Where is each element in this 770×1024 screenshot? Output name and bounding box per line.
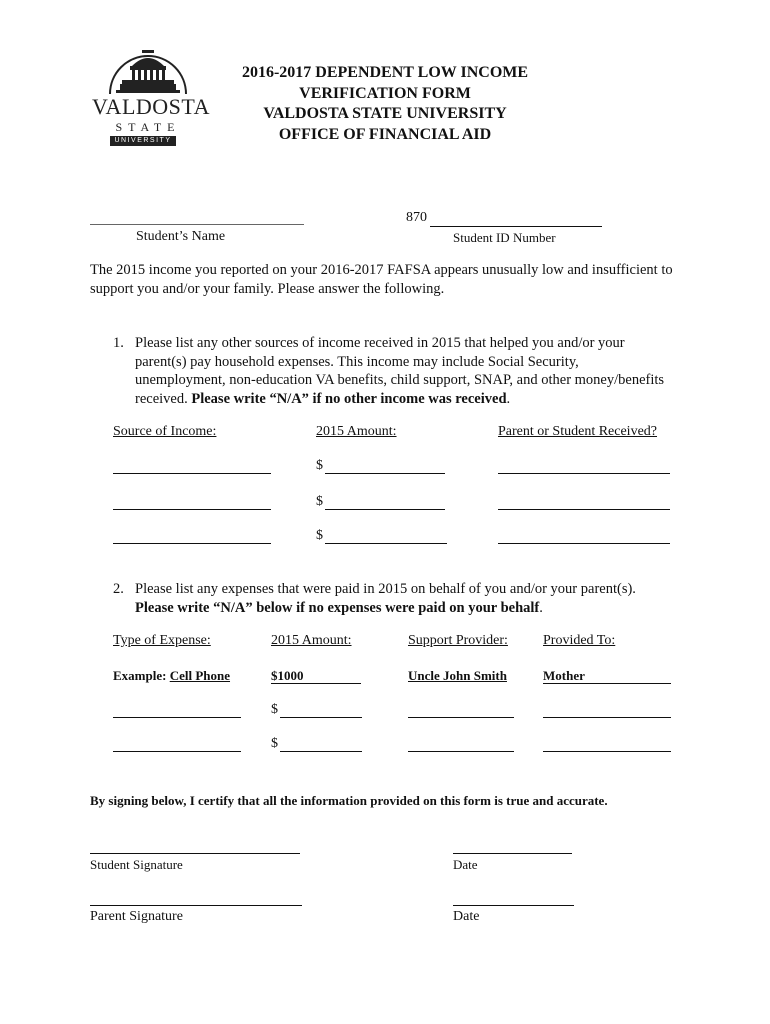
q2-example-provided-to-line bbox=[543, 683, 671, 684]
certification-statement: By signing below, I certify that all the information provided on this form is true and accurate. bbox=[90, 793, 608, 808]
student-signature-field[interactable] bbox=[90, 853, 300, 854]
q2-header-provided-to: Provided To: bbox=[543, 633, 616, 648]
question-2-text bbox=[135, 580, 675, 617]
q2-example-provider: Uncle John Smith bbox=[408, 668, 507, 683]
title-line-2: VERIFICATION FORM bbox=[299, 84, 471, 102]
q1-row1-received-field[interactable] bbox=[498, 473, 670, 474]
q2-row2-provided-to-field[interactable] bbox=[543, 751, 671, 752]
q2-example-label: Example: bbox=[113, 668, 167, 683]
question-2-instruction: Please write “N/A” below if no expenses were paid on your behalf bbox=[135, 599, 540, 616]
student-id-prefix: 870 bbox=[406, 210, 427, 225]
q2-row1-amount-field[interactable] bbox=[280, 717, 362, 718]
q2-row2-provider-field[interactable] bbox=[408, 751, 514, 752]
q1-row2-dollar: $ bbox=[316, 494, 323, 509]
question-1-period: . bbox=[506, 390, 511, 407]
q2-row2-dollar: $ bbox=[271, 736, 278, 751]
q1-header-received: Parent or Student Received? bbox=[498, 424, 658, 439]
q1-row2-source-field[interactable] bbox=[113, 509, 271, 510]
question-2-body: Please list any expenses that were paid in 2015 on behalf of you and/or your parent(s). bbox=[135, 581, 636, 597]
logo-wordmark: VALDOSTA bbox=[92, 94, 210, 119]
parent-signature-label: Parent Signature bbox=[90, 909, 183, 924]
logo-state: STATE bbox=[115, 120, 181, 134]
q2-example-amount: $1000 bbox=[271, 668, 304, 683]
q2-row2-type-field[interactable] bbox=[113, 751, 241, 752]
student-signature-label: Student Signature bbox=[90, 857, 183, 872]
question-1-number: 1. bbox=[113, 335, 124, 351]
q1-row3-received-field[interactable] bbox=[498, 543, 670, 544]
student-name-label: Student’s Name bbox=[136, 229, 226, 244]
q2-header-provider: Support Provider: bbox=[408, 633, 508, 648]
student-date-field[interactable] bbox=[453, 853, 572, 854]
student-name-field[interactable] bbox=[90, 224, 304, 225]
student-id-label: Student ID Number bbox=[453, 230, 556, 245]
form-title bbox=[200, 63, 570, 145]
q1-row1-amount-field[interactable] bbox=[325, 473, 445, 474]
q2-row1-type-field[interactable] bbox=[113, 717, 241, 718]
q1-header-amount: 2015 Amount: bbox=[316, 424, 397, 439]
q2-example-provided-to: Mother bbox=[543, 668, 585, 683]
q1-row3-source-field[interactable] bbox=[113, 543, 271, 544]
q1-row2-amount-field[interactable] bbox=[325, 509, 445, 510]
student-id-field[interactable] bbox=[430, 226, 602, 227]
q2-row1-dollar: $ bbox=[271, 702, 278, 717]
q1-row2-received-field[interactable] bbox=[498, 509, 670, 510]
question-1-text bbox=[135, 334, 665, 408]
q1-row3-amount-field[interactable] bbox=[325, 543, 447, 544]
q2-example bbox=[113, 668, 230, 684]
title-line-1: 2016-2017 DEPENDENT LOW INCOME bbox=[241, 64, 529, 81]
q1-row1-source-field[interactable] bbox=[113, 473, 271, 474]
parent-date-field[interactable] bbox=[453, 905, 574, 906]
intro-paragraph: The 2015 income you reported on your 2016-2017 FAFSA appears unusually low and insufficient to support you and/or your family. Please answer the following. bbox=[90, 262, 673, 297]
logo-university: UNIVERSITY bbox=[110, 136, 176, 146]
q1-row3-dollar: $ bbox=[316, 528, 323, 543]
student-date-label: Date bbox=[453, 857, 478, 872]
question-2-period: . bbox=[539, 599, 543, 616]
q2-header-amount: 2015 Amount: bbox=[271, 633, 352, 648]
question-2-number: 2. bbox=[113, 581, 124, 597]
question-1-body: Please list any other sources of income received in 2015 that helped you and/or your parent(s) pay household expenses. This income may include Social Security, unemployment, non-education VA benefits, child support, SNAP, and other money/benefits received. bbox=[135, 335, 665, 407]
q2-example-amount-line bbox=[271, 683, 361, 684]
q1-header-source: Source of Income: bbox=[113, 424, 217, 439]
parent-signature-field[interactable] bbox=[90, 905, 302, 906]
title-line-4: OFFICE OF FINANCIAL AID bbox=[278, 125, 492, 143]
q2-row2-amount-field[interactable] bbox=[280, 751, 362, 752]
q2-header-type: Type of Expense: bbox=[113, 633, 211, 648]
title-line-3: VALDOSTA STATE UNIVERSITY bbox=[263, 105, 507, 122]
question-1-instruction: Please write “N/A” if no other income was received bbox=[191, 390, 507, 407]
q2-row1-provided-to-field[interactable] bbox=[543, 717, 671, 718]
q2-row1-provider-field[interactable] bbox=[408, 717, 514, 718]
q2-example-expense: Cell Phone bbox=[169, 668, 231, 683]
parent-date-label: Date bbox=[453, 909, 480, 924]
q1-row1-dollar: $ bbox=[316, 458, 323, 473]
